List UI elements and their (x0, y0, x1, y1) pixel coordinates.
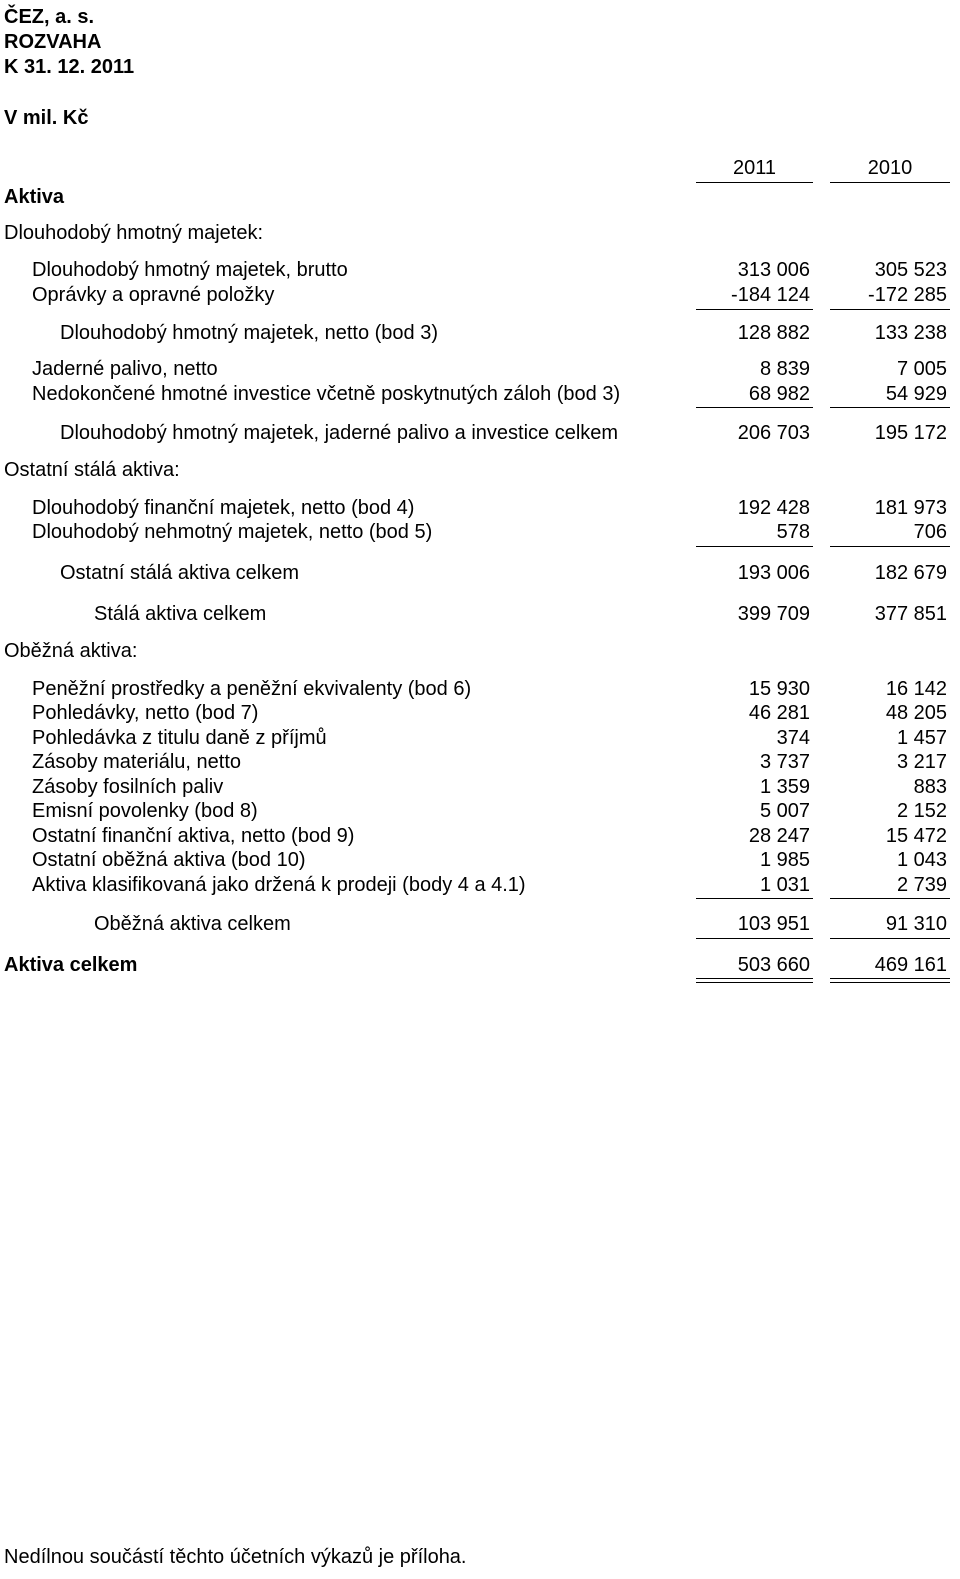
subtotal-rule-2011 (696, 898, 813, 899)
row-label: Pohledávky, netto (bod 7) (32, 702, 259, 724)
row-value-2010: 195 172 (874, 422, 947, 444)
group-other-noncurrent: Ostatní stálá aktiva: (4, 459, 180, 481)
group-fixed-tangible: Dlouhodobý hmotný majetek: (4, 222, 264, 244)
row-value-2010: 3 217 (896, 751, 947, 773)
subtotal-rule-2010 (830, 898, 950, 899)
subtotal-rule-2010 (830, 938, 950, 939)
row-value-2011: 399 709 (737, 603, 810, 625)
row-value-2011: 1 985 (759, 849, 810, 871)
row-value-2011: 68 982 (748, 383, 810, 405)
header-underline-2011 (696, 182, 813, 183)
row-value-2010: 2 739 (896, 874, 947, 896)
row-value-2010: 706 (913, 521, 947, 543)
row-value-2010: 883 (913, 776, 947, 798)
row-label: Peněžní prostředky a peněžní ekvivalenty (bod 6) (32, 678, 472, 700)
column-header-2010: 2010 (867, 157, 913, 179)
row-value-2010: 377 851 (874, 603, 947, 625)
row-value-2010: 15 472 (885, 825, 947, 847)
subtotal-rule-2010 (830, 407, 950, 408)
row-value-2010: 1 043 (896, 849, 947, 871)
row-value-2011: 128 882 (737, 322, 810, 344)
row-value-2011: 313 006 (737, 259, 810, 281)
row-value-2011: 103 951 (737, 913, 810, 935)
row-value-2011: 8 839 (759, 358, 810, 380)
row-value-2011: 1 031 (759, 874, 810, 896)
row-label: Dlouhodobý nehmotný majetek, netto (bod 5) (32, 521, 433, 543)
row-label: Jaderné palivo, netto (32, 358, 218, 380)
row-value-2011: 206 703 (737, 422, 810, 444)
section-title-aktiva: Aktiva (4, 186, 65, 208)
row-value-2011: 193 006 (737, 562, 810, 584)
row-label: Zásoby materiálu, netto (32, 751, 241, 773)
row-label: Aktiva klasifikovaná jako držená k prodeji (body 4 a 4.1) (32, 874, 526, 896)
row-label: Nedokončené hmotné investice včetně poskytnutých záloh (bod 3) (32, 383, 621, 405)
row-value-2010: 305 523 (874, 259, 947, 281)
subtotal-rule-2010 (830, 309, 950, 310)
row-value-2011: 1 359 (759, 776, 810, 798)
subtotal-rule-2011 (696, 546, 813, 547)
row-value-2010: 7 005 (896, 358, 947, 380)
total-assets-2010: 469 161 (874, 954, 947, 976)
row-label: Ostatní finanční aktiva, netto (bod 9) (32, 825, 355, 847)
total-assets-label: Aktiva celkem (4, 954, 138, 976)
row-value-2010: 133 238 (874, 322, 947, 344)
row-value-2010: 48 205 (885, 702, 947, 724)
footer-note: Nedílnou součástí těchto účetních výkazů je příloha. (4, 1546, 467, 1568)
row-value-2010: 91 310 (885, 913, 947, 935)
row-value-2010: 16 142 (885, 678, 947, 700)
row-value-2011: 46 281 (748, 702, 810, 724)
row-label: Zásoby fosilních paliv (32, 776, 224, 798)
row-label: Oprávky a opravné položky (32, 284, 275, 306)
row-value-2010: 181 973 (874, 497, 947, 519)
currency-unit: V mil. Kč (4, 107, 89, 129)
double-rule-2010 (830, 978, 950, 983)
total-assets-2011: 503 660 (737, 954, 810, 976)
row-value-2011: 5 007 (759, 800, 810, 822)
row-label: Pohledávka z titulu daně z příjmů (32, 727, 327, 749)
subtotal-rule-2011 (696, 309, 813, 310)
row-label: Oběžná aktiva celkem (94, 913, 291, 935)
subtotal-rule-2011 (696, 407, 813, 408)
row-value-2010: 54 929 (885, 383, 947, 405)
subtotal-rule-2010 (830, 546, 950, 547)
row-value-2011: 374 (776, 727, 810, 749)
row-label: Dlouhodobý hmotný majetek, jaderné palivo a investice celkem (60, 422, 619, 444)
row-value-2011: 15 930 (748, 678, 810, 700)
row-value-2011: -184 124 (731, 284, 810, 306)
statement-date: K 31. 12. 2011 (4, 56, 135, 78)
subtotal-rule-2011 (696, 938, 813, 939)
statement-title: ROZVAHA (4, 31, 102, 53)
row-value-2011: 578 (776, 521, 810, 543)
row-label: Emisní povolenky (bod 8) (32, 800, 258, 822)
double-rule-2011 (696, 978, 813, 983)
row-value-2011: 192 428 (737, 497, 810, 519)
company-name: ČEZ, a. s. (4, 6, 95, 28)
group-current-assets: Oběžná aktiva: (4, 640, 138, 662)
row-label: Dlouhodobý hmotný majetek, netto (bod 3) (60, 322, 438, 344)
row-value-2011: 28 247 (748, 825, 810, 847)
row-label: Ostatní oběžná aktiva (bod 10) (32, 849, 306, 871)
row-value-2010: -172 285 (868, 284, 947, 306)
row-label: Stálá aktiva celkem (94, 603, 267, 625)
row-label: Ostatní stálá aktiva celkem (60, 562, 299, 584)
row-label: Dlouhodobý hmotný majetek, brutto (32, 259, 348, 281)
row-value-2010: 1 457 (896, 727, 947, 749)
row-value-2010: 182 679 (874, 562, 947, 584)
row-value-2010: 2 152 (896, 800, 947, 822)
header-underline-2010 (830, 182, 950, 183)
column-header-2011: 2011 (732, 157, 776, 179)
row-value-2011: 3 737 (759, 751, 810, 773)
row-label: Dlouhodobý finanční majetek, netto (bod 4) (32, 497, 415, 519)
